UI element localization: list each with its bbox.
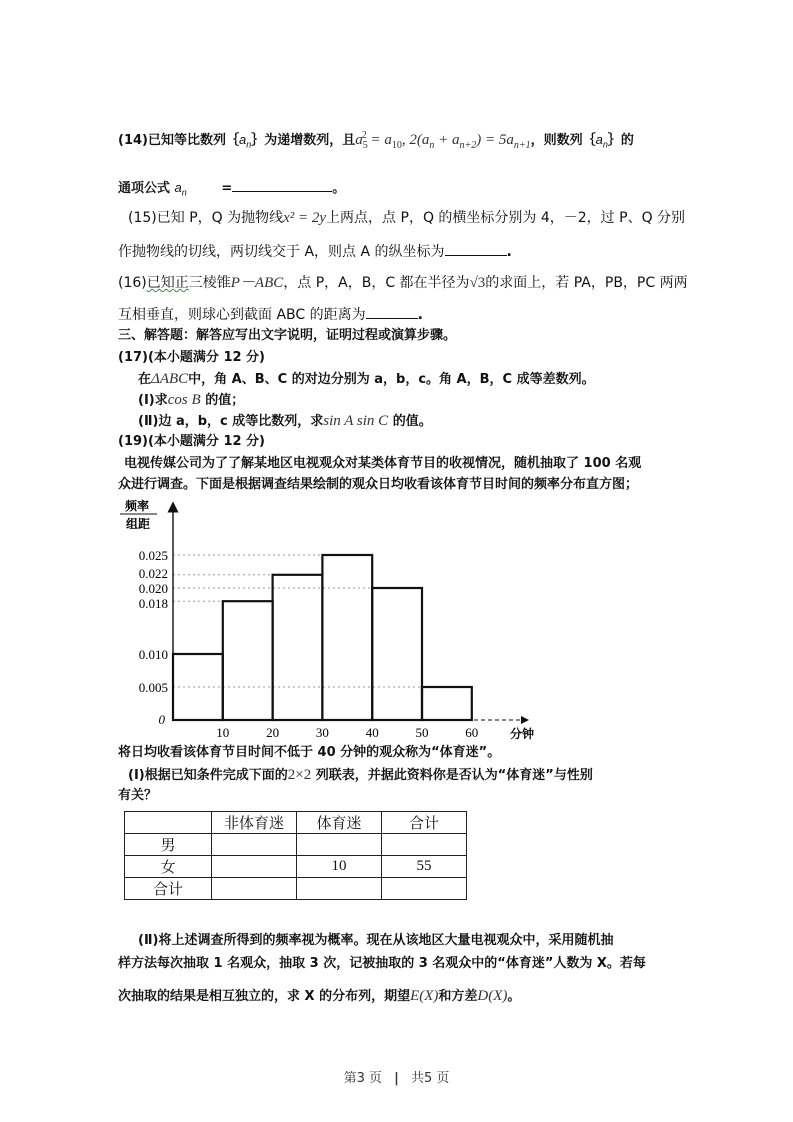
q15-equation: x² = 2y (283, 210, 327, 226)
page-number: 第3 页 (343, 1071, 382, 1086)
q19-intro-1: 电视传媒公司为了了解某地区电视观众对某类体育节目的收视情况，随机抽取了 100 名观 (124, 456, 642, 471)
q17-text: 在 (138, 372, 152, 387)
period: . (417, 307, 423, 323)
table-header-cell: 合计 (382, 812, 467, 834)
q19-part-1-end: 有关？ (118, 788, 158, 803)
eq-part: a (355, 132, 363, 148)
q16-text: ，点 P，A，B，C 都在半径为 (283, 275, 470, 291)
q16-text: 三棱锥 (188, 275, 231, 291)
q14-text: (14)已知等比数列｛ (118, 133, 239, 148)
q17-text: (Ⅰ)求 (138, 393, 168, 408)
q17-text: 的值。 (392, 414, 432, 429)
eq-sub: n+2 (459, 140, 477, 151)
triangle-abc: ΔABC (151, 371, 189, 387)
histogram-bar (273, 575, 323, 720)
x-tick-label: 50 (415, 725, 429, 740)
q19-text: 列联表，并据此资料你是否认为“体育迷”与性别 (315, 768, 593, 783)
eq-sup: 2 (361, 130, 367, 141)
row-label: 合计 (125, 878, 212, 900)
q16-text-underlined: 已知正 (146, 275, 189, 291)
table-cell[interactable] (382, 878, 467, 900)
q19-text: 和方差 (438, 989, 478, 1004)
q17-header: (17)(本小题满分 12 分) (118, 350, 265, 365)
q17-text: (Ⅱ)边 a，b，c 成等比数列，求 (138, 414, 324, 429)
histogram-bar (173, 654, 223, 720)
y-tick-label: 0.022 (138, 565, 168, 581)
eq-part: + a (434, 132, 460, 148)
sqrt-3: √3 (469, 275, 486, 291)
expectation-ex: E(X) (410, 988, 439, 1004)
y-label-bottom: 组距 (125, 517, 151, 531)
table-header-row (125, 812, 467, 834)
row-label: 男 (125, 834, 212, 856)
y-tick-label: 0.018 (138, 596, 168, 612)
var-a: a (595, 132, 603, 147)
var-a: a (238, 132, 247, 147)
sub: n (181, 187, 187, 198)
x-tick-label: 20 (266, 725, 280, 740)
q14-text: ｝的 (607, 133, 634, 148)
x-tick-label: 10 (216, 725, 230, 740)
q19-definition: 将日均收看该体育节目时间不低于 40 分钟的观众称为“体育迷”。 (118, 745, 501, 760)
table-cell[interactable] (297, 878, 382, 900)
q15-text: 作抛物线的切线，两切线交于 A，则点 A 的纵坐标为 (118, 244, 445, 260)
histogram-bar (422, 687, 472, 720)
table-cell[interactable] (297, 834, 382, 856)
x-tick-label: 40 (365, 725, 379, 740)
y-tick-label: 0.020 (138, 581, 168, 596)
table-cell[interactable] (382, 834, 467, 856)
q14-text: ，则数列｛ (530, 133, 596, 148)
y-label-top: 频率 (124, 499, 150, 513)
eq-part: ) = 5a (476, 132, 514, 148)
y-tick-label: 0.025 (138, 548, 168, 563)
var-a: a (174, 180, 182, 195)
q19-text: (Ⅰ)根据已知条件完成下面的 (128, 768, 288, 783)
q19-part-2-line-3 (118, 987, 520, 1006)
table-header-cell (125, 812, 212, 834)
q19-header: (19)(本小题满分 12 分) (118, 434, 265, 449)
table-cell[interactable] (212, 834, 297, 856)
x-axis-label: 分钟 (509, 727, 535, 741)
histogram-bar (322, 555, 372, 720)
eq-sub: n+1 (513, 140, 531, 151)
q15-text: 上两点，点 P，Q 的横坐标分别为 4，－2，过 P、Q 分别 (326, 210, 686, 226)
y-tick-label: 0.010 (138, 647, 168, 662)
section-heading: 三、解答题：解答应写出文字说明，证明过程或演算步骤。 (118, 328, 457, 343)
eq-sub: n (429, 140, 435, 151)
y-tick-label: 0.005 (138, 680, 168, 695)
page-total: 共5 页 (411, 1071, 450, 1086)
footer-separator: | (394, 1071, 399, 1086)
histogram-bar (223, 601, 273, 720)
eq-sub: 5 (362, 140, 368, 151)
two-by-two: 2×2 (287, 767, 312, 783)
table-cell: 10 (297, 856, 382, 878)
row-label: 女 (125, 856, 212, 878)
equals: = (221, 181, 233, 196)
period: 。 (332, 181, 346, 196)
eq-sub: 10 (391, 140, 402, 151)
table-cell[interactable] (212, 878, 297, 900)
table-row (125, 856, 467, 878)
sin-a-sin-c: sin A sin C (323, 413, 389, 429)
x-tick-label: 60 (465, 725, 479, 740)
origin-label: 0 (158, 712, 165, 727)
eq-part: = a (366, 132, 392, 148)
q16-text: 互相垂直，则球心到截面 ABC 的距离为 (118, 307, 366, 323)
contingency-table (124, 811, 467, 900)
q17-text: 的值； (205, 393, 245, 408)
x-tick-label: 30 (315, 725, 329, 740)
q16-equation: P－ABC (230, 275, 284, 291)
table-header-cell: 非体育迷 (212, 812, 297, 834)
table-row (125, 878, 467, 900)
variance-dx: D(X) (477, 988, 508, 1004)
table-row (125, 834, 467, 856)
period: . (506, 244, 512, 260)
page-footer (0, 1067, 793, 1086)
q19-text: 。 (507, 989, 521, 1004)
q17-text: 中，角 A、B、C 的对边分别为 a，b，c。角 A，B，C 成等差数列。 (188, 372, 595, 387)
q16-text: (16) (118, 275, 147, 291)
q15-text: (15)已知 P，Q 为抛物线 (128, 210, 284, 226)
q19-text: 次抽取的结果是相互独立的，求 X 的分布列，期望 (118, 989, 411, 1004)
table-cell[interactable] (212, 856, 297, 878)
q19-part-2-line-2: 样方法每次抽取 1 名观众，抽取 3 次，记被抽取的 3 名观众中的“体育迷”人数为 X。若每 (118, 956, 646, 971)
cos-b: cos B (167, 392, 201, 408)
sub: n (602, 139, 608, 150)
histogram-bar (372, 588, 422, 720)
q19-part-1 (128, 766, 593, 785)
q14-text: ｝为递增数列，且 (251, 133, 356, 148)
table-header-cell: 体育迷 (297, 812, 382, 834)
table-cell: 55 (382, 856, 467, 878)
q16-text: 的求面上，若 PA，PB，PC 两两 (485, 275, 688, 291)
eq-part: , 2(a (401, 132, 430, 148)
q19-intro-2: 众进行调查。下面是根据调查结果绘制的观众日均收看该体育节目时间的频率分布直方图； (118, 477, 639, 492)
sub: n (246, 139, 252, 150)
q14-text: 通项公式 (118, 181, 171, 196)
q19-part-2-line-1: (Ⅱ)将上述调查所得到的频率视为概率。现在从该地区大量电视观众中，采用随机抽 (138, 933, 614, 948)
